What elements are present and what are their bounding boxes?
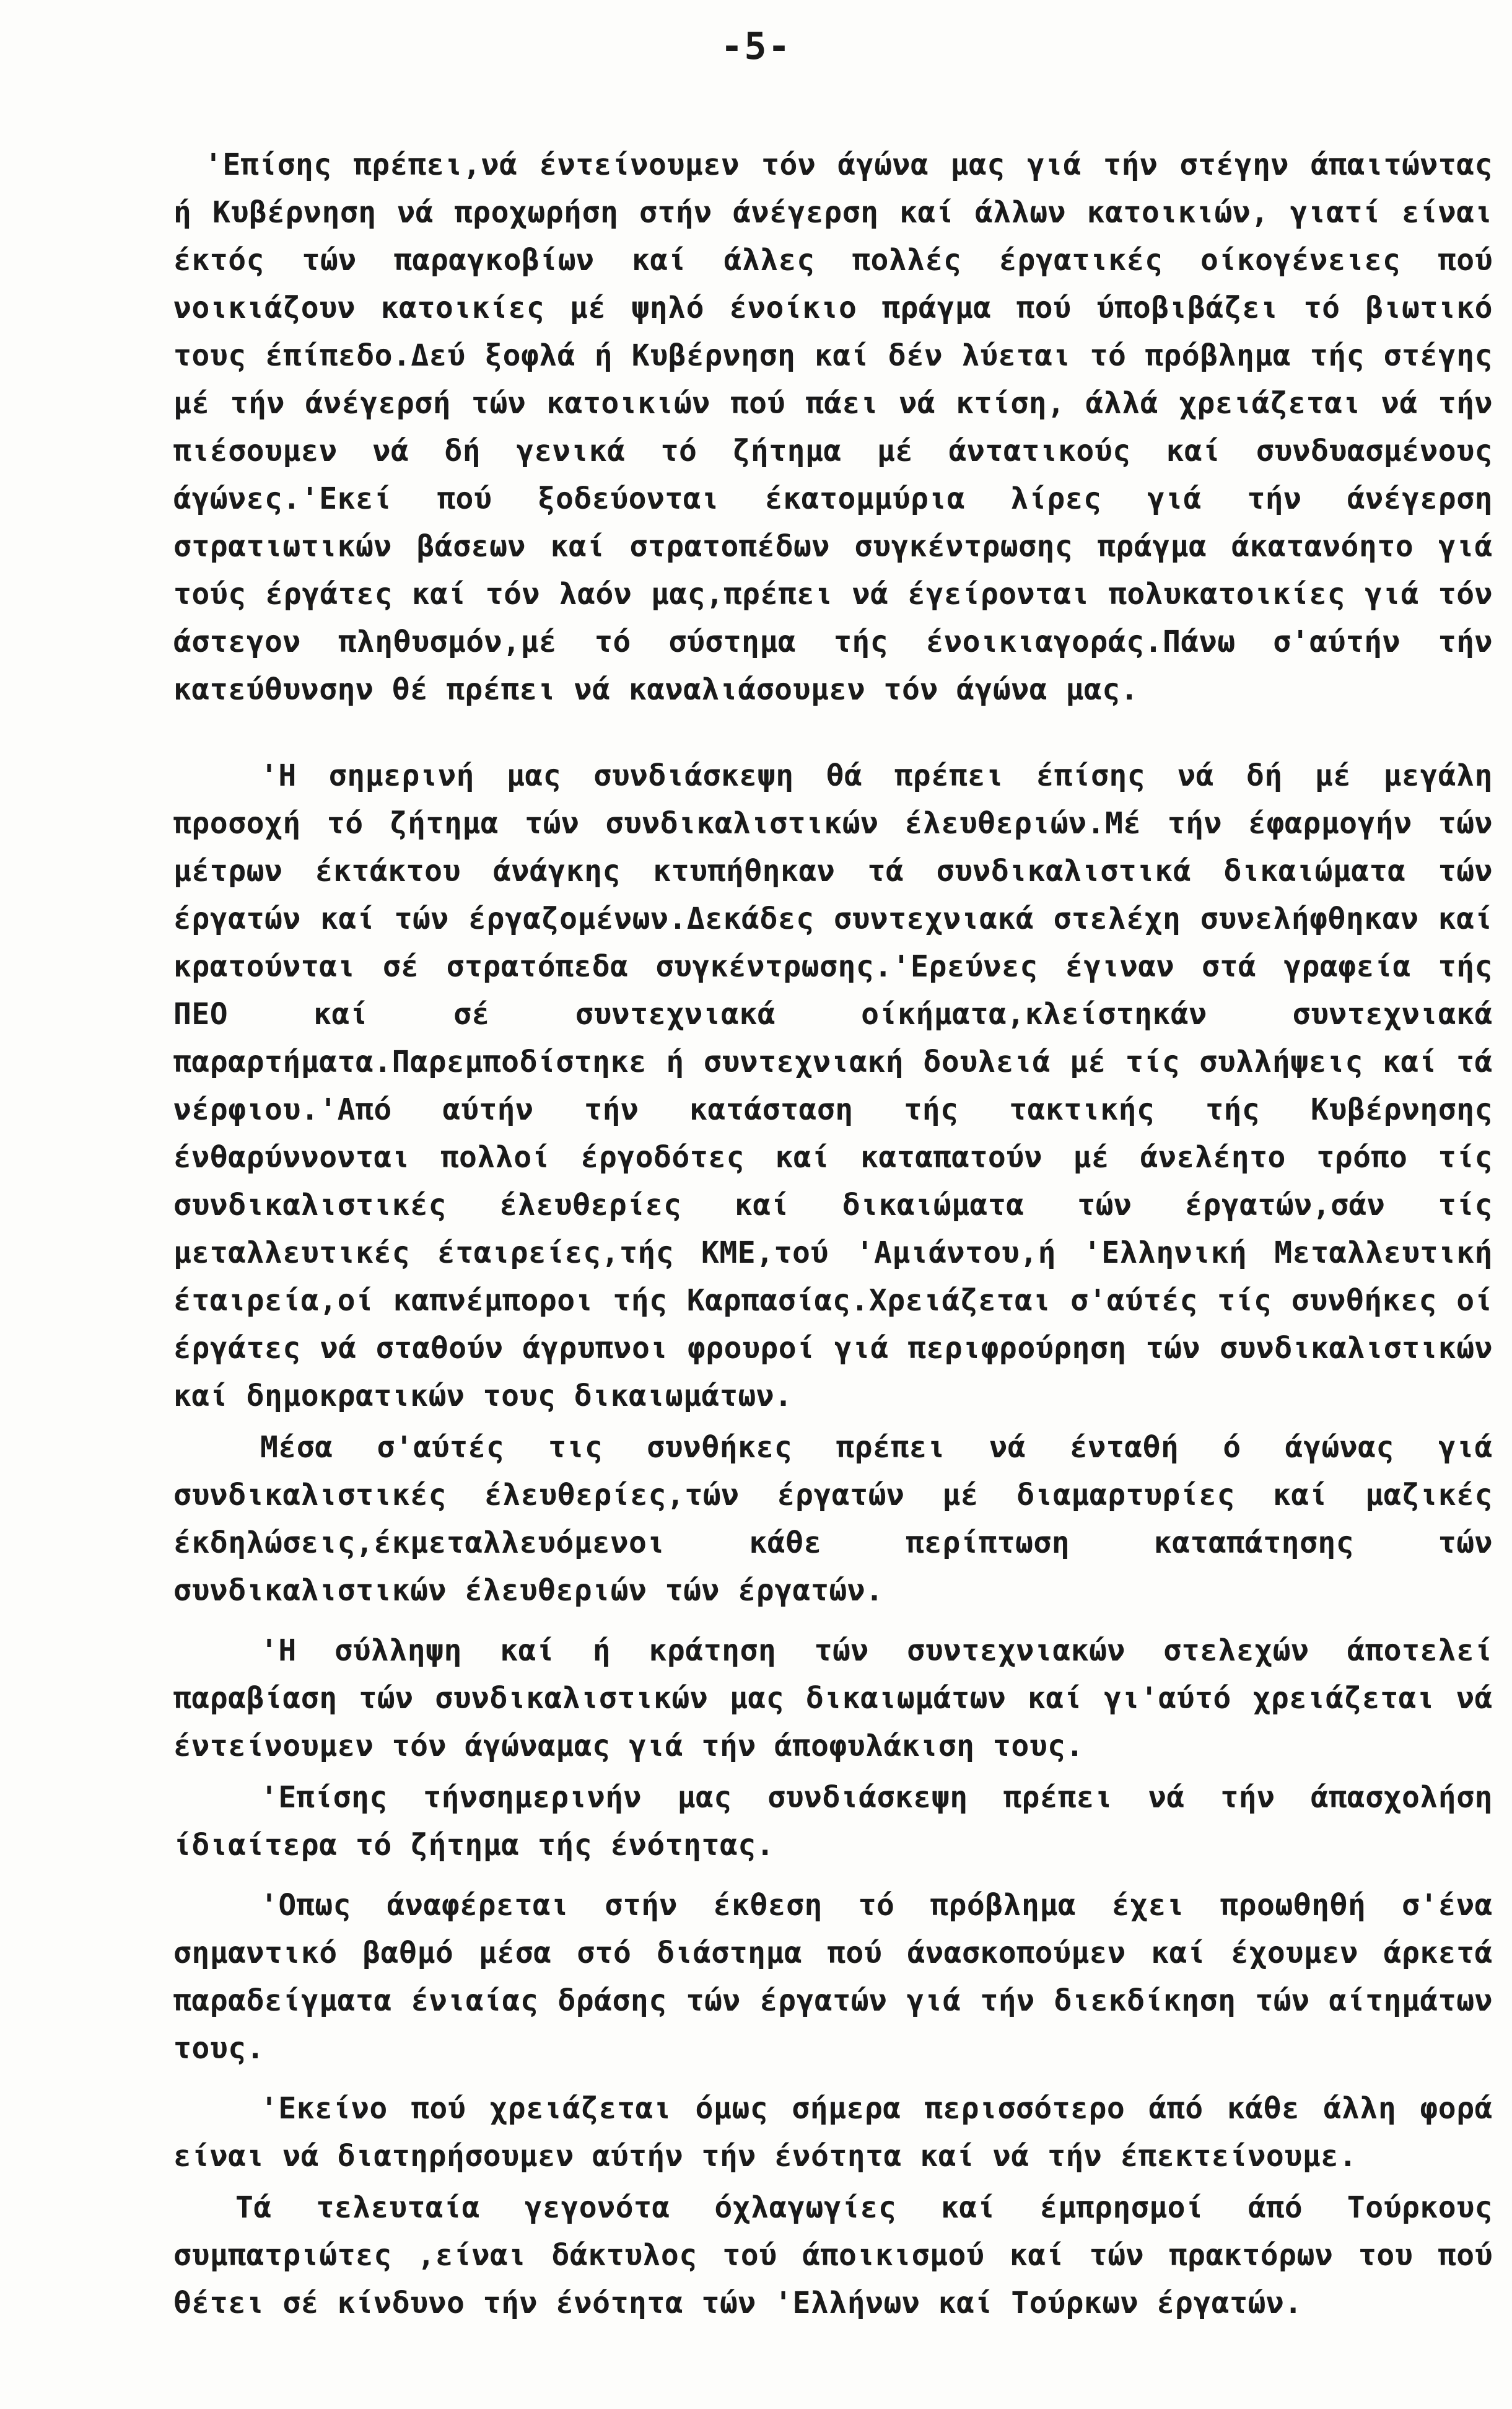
- paragraph-unity-topic: 'Επίσης τήνσημερινήν μας συνδιάσκεψη πρέπει νά τήν άπασχολήση ίδιαίτερα τό ζήτημα τής ένότητας.: [173, 1780, 1493, 1863]
- paragraph-housing: 'Επίσης πρέπει,νά έντείνουμεν τόν άγώνα μας γιά τήν στέγην άπαιτώντας ή Κυβέρνηση νά προχωρήση στήν άνέγερση καί άλλων κατοικιών, γιατί είναι έκτός τών παραγκοβίων καί άλλες πολλές έργατικές οίκογένειες πού νοικιάζουν κατοικίες μέ ψηλό ένοίκιο πράγμα πού ύποβιβάζει τό βιωτικό τους έπίπεδο.Δεύ ξοφλά ή Κυβέρνηση καί δέν λύεται τό πρόβλημα τής στέγης μέ τήν άνέγερσή τών κατοικιών πού πάει νά κτίση, άλλά χρειάζεται νά τήν πιέσουμεν νά δή γενικά τό ζήτημα μέ άντατικούς καί συνδυασμένους άγώνες.'Εκεί πού ξοδεύονται έκατομμύρια λίρες γιά τήν άνέγερση στρατιωτικών βάσεων καί στρατοπέδων συγκέντρωσης πράγμα άκατανόητο γιά τούς έργάτες καί τόν λαόν μας,πρέπει νά έγείρονται πολυκατοικίες γιά τόν άστεγον πληθυσμόν,μέ τό σύστημα τής ένοικιαγοράς.Πάνω σ'αύτήν τήν κατεύθυνσην θέ πρέπει νά καναλιάσουμεν τόν άγώνα μας.: [173, 147, 1493, 707]
- page-number: -5-: [720, 25, 792, 68]
- paragraph-union-freedoms: 'Η σημερινή μας συνδιάσκεψη θά πρέπει έπίσης νά δή μέ μεγάλη προσοχή τό ζήτημα τών συνδικαλιστικών έλευθεριών.Μέ τήν έφαρμογήν τών μέτρων έκτάκτου άνάγκης κτυπήθηκαν τά συνδικαλιστικά δικαιώματα τών έργατών καί τών έργαζομένων.Δεκάδες συντεχνιακά στελέχη συνελήφθηκαν καί κρατούνται σέ στρατόπεδα συγκέντρωσης.'Ερεύνες έγιναν στά γραφεία τής ΠΕΟ καί σέ συντεχνιακά οίκήματα,κλείστηκάν συντεχνιακά παραρτήματα.Παρεμποδίστηκε ή συντεχνιακή δουλειά μέ τίς συλλήψεις καί τά νέρφιου.'Από αύτήν τήν κατάσταση τής τακτικής τής Κυβέρνησης ένθαρύννονται πολλοί έργοδότες καί καταπατούν μέ άνελέητο τρόπο τίς συνδικαλιστικές έλευθερίες καί δικαιώματα τών έργατών,σάν τίς μεταλλευτικές έταιρείες,τής ΚΜΕ,τού 'Αμιάντου,ή 'Ελληνική Μεταλλευτική έταιρεία,οί καπνέμποροι τής Καρπασίας.Χρειάζεται σ'αύτές τίς συνθήκες οί έργάτες νά σταθούν άγρυπνοι φρουροί γιά περιφρούρηση τών συνδικαλιστικών καί δημοκρατικών τους δικαιωμάτων.: [173, 758, 1493, 1413]
- paragraph-report: 'Οπως άναφέρεται στήν έκθεση τό πρόβλημα έχει προωθηθή σ'ένα σημαντικό βαθμό μέσα στό διάστημα πού άνασκοπούμεν καί έχουμεν άρκετά παραδείγματα ένιαίας δράσης τών έργατών γιά τήν διεκδίκηση τών αίτημάτων τους.: [173, 1888, 1493, 2066]
- paragraph-arrests: 'Η σύλληψη καί ή κράτηση τών συντεχνιακών στελεχών άποτελεί παραβίαση τών συνδικαλιστικών μας δικαιωμάτων καί γι'αύτό χρειάζεται νά έντείνουμεν τόν άγώναμας γιά τήν άποφυλάκιση τους.: [173, 1633, 1493, 1763]
- body-text: [173, 141, 1493, 2327]
- paragraph-maintain-unity: 'Εκείνο πού χρειάζεται όμως σήμερα περισσότερο άπό κάθε άλλη φορά είναι νά διατηρήσουμεν αύτήν τήν ένότητα καί νά τήν έπεκτείνουμε.: [173, 2091, 1493, 2174]
- paragraph-struggle: Μέσα σ'αύτές τις συνθήκες πρέπει νά ένταθή ό άγώνας γιά συνδικαλιστικές έλευθερίες,τών έργατών μέ διαμαρτυρίες καί μαζικές έκδηλώσεις,έκμεταλλευόμενοι κάθε περίπτωση καταπάτησης τών συνδικαλιστικών έλευθεριών τών έργατών.: [173, 1430, 1493, 1608]
- paragraph-recent-events: Τά τελευταία γεγονότα όχλαγωγίες καί έμπρησμοί άπό Τούρκους συμπατριώτες ,είναι δάκτυλος τού άποικισμού καί τών πρακτόρων του πού θέτει σέ κίνδυνο τήν ένότητα τών 'Ελλήνων καί Τούρκων έργατών.: [173, 2190, 1493, 2320]
